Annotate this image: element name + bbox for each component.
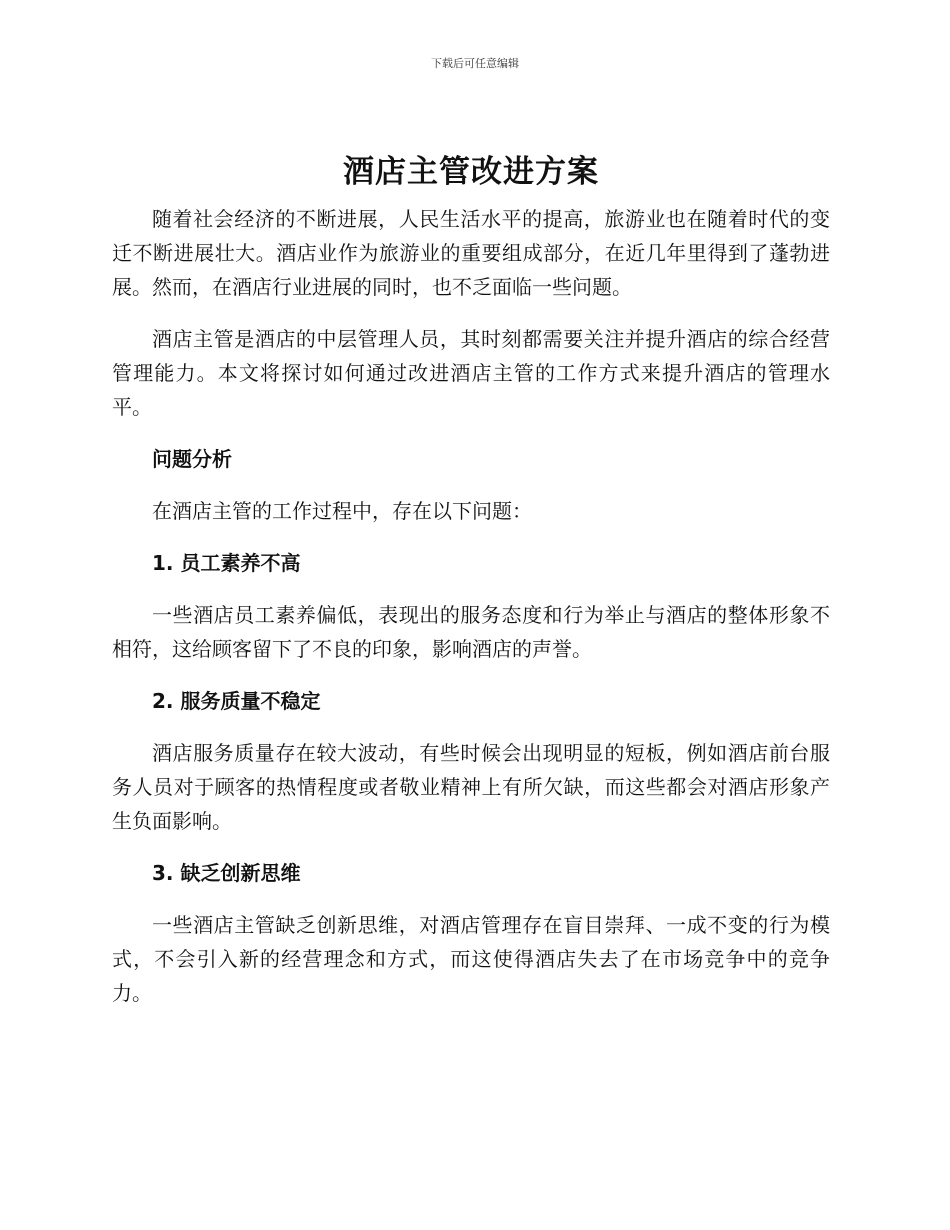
issue-1-heading: 1. 员工素养不高 <box>152 551 301 575</box>
document-title: 酒店主管改进方案 <box>343 154 599 190</box>
section-heading: 问题分析 <box>152 447 232 471</box>
intro-paragraph-2: 酒店主管是酒店的中层管理人员，其时刻都需要关注并提升酒店的综合经营管理能力。本文将探讨如何通过改进酒店主管的工作方式来提升酒店的管理水平。 <box>112 327 830 419</box>
issue-3-heading: 3. 缺乏创新思维 <box>152 861 301 885</box>
intro-paragraph-1: 随着社会经济的不断进展，人民生活水平的提高，旅游业也在随着时代的变迁不断进展壮大。酒店业作为旅游业的重要组成部分，在近几年里得到了蓬勃进展。然而，在酒店行业进展的同时，也不乏面临一些问题。 <box>112 207 830 299</box>
issue-2-heading: 2. 服务质量不稳定 <box>152 689 321 713</box>
header-note: 下载后可任意编辑 <box>431 57 519 70</box>
section-intro: 在酒店主管的工作过程中，存在以下问题： <box>152 499 532 523</box>
issue-2-body: 酒店服务质量存在较大波动，有些时候会出现明显的短板，例如酒店前台服务人员对于顾客的热情程度或者敬业精神上有所欠缺，而这些都会对酒店形象产生负面影响。 <box>112 741 830 833</box>
issue-1-body: 一些酒店员工素养偏低，表现出的服务态度和行为举止与酒店的整体形象不相符，这给顾客留下了不良的印象，影响酒店的声誉。 <box>112 603 830 661</box>
document-body <box>112 150 830 1028</box>
issue-3-body: 一些酒店主管缺乏创新思维，对酒店管理存在盲目崇拜、一成不变的行为模式，不会引入新的经营理念和方式，而这使得酒店失去了在市场竞争中的竞争力。 <box>112 913 830 1005</box>
